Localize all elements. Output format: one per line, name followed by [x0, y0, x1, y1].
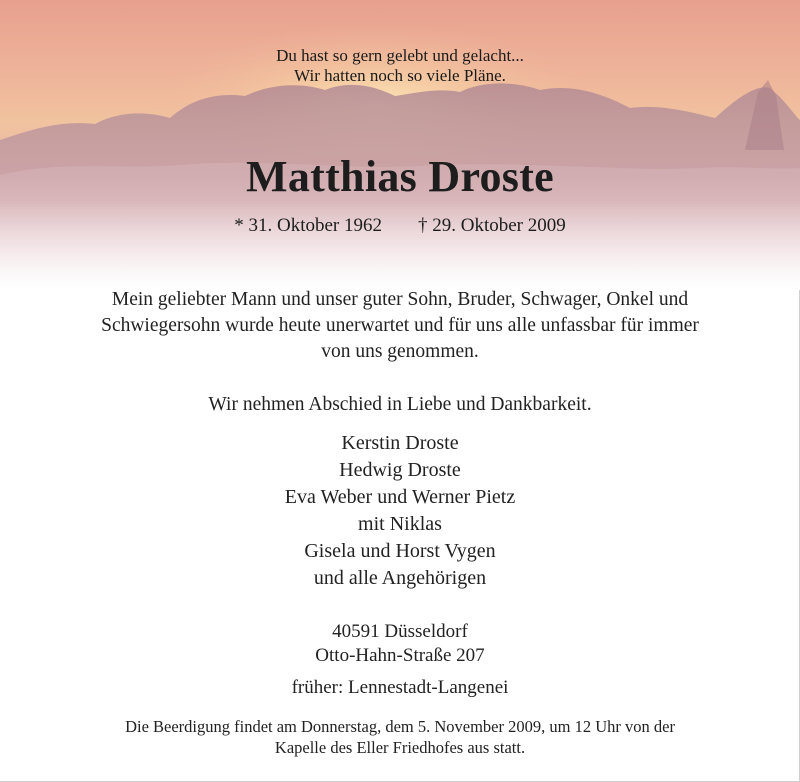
announcement-line: Mein geliebter Mann und unser guter Sohn, Bruder, Schwager, Onkel und	[111, 289, 689, 310]
farewell-line: Wir nehmen Abschied in Liebe und Dankbarkeit.	[208, 394, 592, 415]
funeral-notice	[0, 716, 800, 758]
deceased-name: Matthias Droste	[246, 152, 554, 201]
mourners-list	[0, 430, 800, 592]
former-residence: früher: Lennestadt-Langenei	[291, 677, 509, 698]
motto-line: Du hast so gern gelebt und gelacht...	[276, 46, 524, 65]
address-block	[0, 620, 800, 668]
motto-line: Wir hatten noch so viele Pläne.	[294, 66, 506, 85]
sunset-banner-image	[0, 0, 800, 290]
motto-verse	[0, 46, 800, 86]
mourner-entry: Hedwig Droste	[339, 459, 461, 481]
funeral-line: Kapelle des Eller Friedhofes aus statt.	[274, 738, 526, 757]
mourner-entry: Eva Weber und Werner Pietz	[284, 486, 516, 508]
address-city: 40591 Düsseldorf	[332, 621, 468, 642]
funeral-line: Die Beerdigung findet am Donnerstag, dem 5. November 2009, um 12 Uhr von der	[125, 717, 675, 736]
death-date: † 29. Oktober 2009	[418, 215, 566, 236]
mourner-entry: und alle Angehörigen	[313, 567, 487, 589]
mourner-entry: Kerstin Droste	[341, 432, 459, 454]
life-dates	[0, 214, 800, 238]
announcement-line: Schwiegersohn wurde heute unerwartet und für uns alle unfassbar für immer	[101, 315, 699, 336]
birth-date: * 31. Oktober 1962	[234, 215, 382, 236]
address-street: Otto-Hahn-Straße 207	[315, 645, 485, 666]
mourner-entry: Gisela und Horst Vygen	[304, 540, 496, 562]
announcement-line: von uns genommen.	[321, 341, 479, 362]
mourner-entry: mit Niklas	[358, 513, 442, 535]
announcement-text	[0, 287, 800, 365]
